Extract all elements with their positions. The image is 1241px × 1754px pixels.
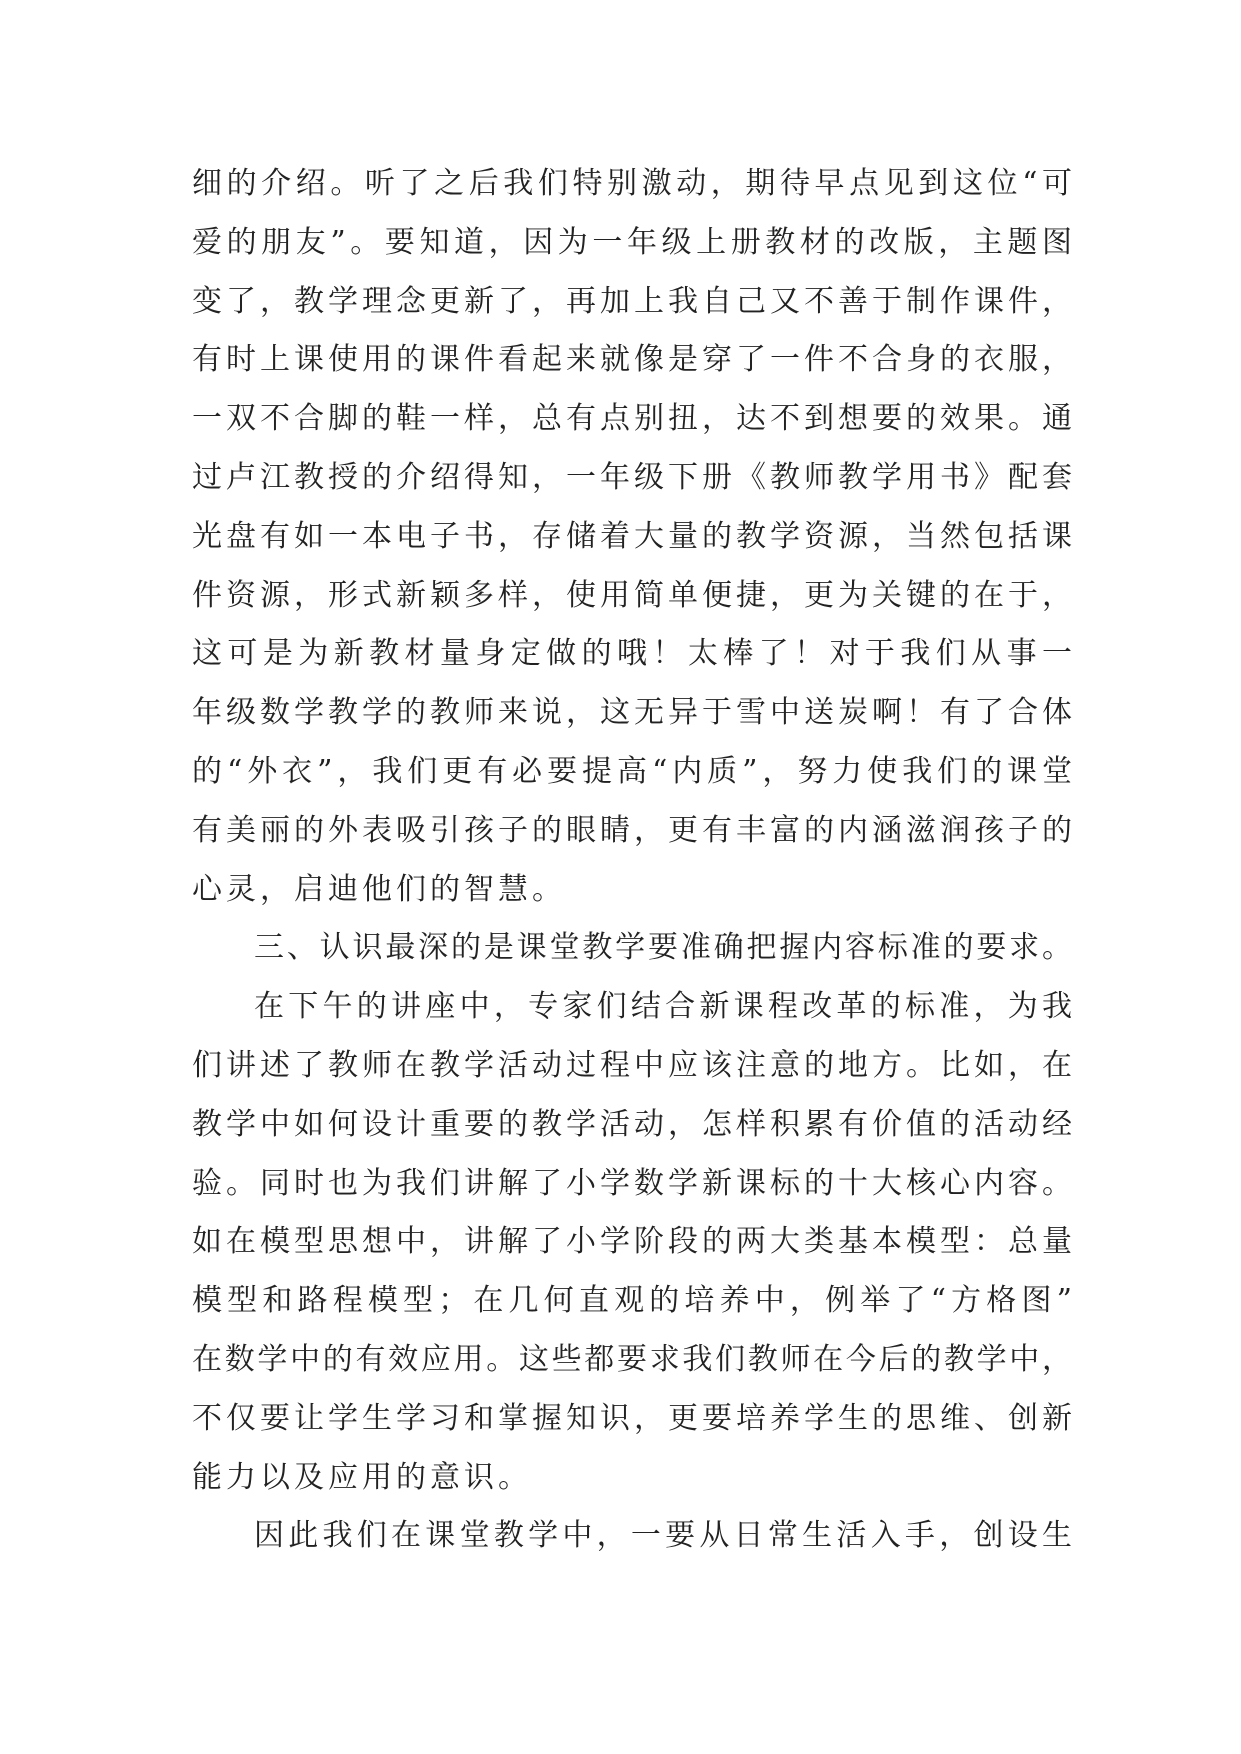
paragraph-end-line: 能力以及应用的意识。 [192, 1459, 532, 1495]
text-line: 这可是为新教材量身定做的哦！太棒了！对于我们从事一 [192, 636, 1072, 672]
paragraph-first-line: 在下午的讲座中，专家们结合新课程改革的标准，为我 [254, 989, 1072, 1025]
text-line: 件资源，形式新颖多样，使用简单便捷，更为关键的在于， [192, 577, 1072, 613]
text-line: 的“外衣”，我们更有必要提高“内质”，努力使我们的课堂 [192, 753, 1072, 789]
text-line: 过卢江教授的介绍得知，一年级下册《教师教学用书》配套 [192, 459, 1072, 495]
text-line: 年级数学教学的教师来说，这无异于雪中送炭啊！有了合体 [192, 695, 1072, 731]
text-line: 模型和路程模型；在几何直观的培养中，例举了“方格图” [192, 1283, 1072, 1319]
text-line: 不仅要让学生学习和掌握知识，更要培养学生的思维、创新 [192, 1400, 1072, 1436]
document-body [192, 155, 1072, 1566]
text-line: 爱的朋友”。要知道，因为一年级上册教材的改版，主题图 [192, 224, 1072, 260]
paragraph-end-line: 心灵，启迪他们的智慧。 [192, 871, 566, 907]
text-line: 细的介绍。听了之后我们特别激动，期待早点见到这位“可 [192, 166, 1072, 201]
text-line: 们讲述了教师在教学活动过程中应该注意的地方。比如，在 [192, 1047, 1072, 1083]
text-line: 在数学中的有效应用。这些都要求我们教师在今后的教学中， [192, 1341, 1072, 1377]
text-line: 验。同时也为我们讲解了小学数学新课标的十大核心内容。 [192, 1165, 1072, 1201]
section-heading: 三、认识最深的是课堂教学要准确把握内容标准的要求。 [254, 930, 1072, 966]
paragraph-first-line: 因此我们在课堂教学中，一要从日常生活入手，创设生 [254, 1518, 1072, 1554]
text-line: 有时上课使用的课件看起来就像是穿了一件不合身的衣服， [192, 342, 1072, 378]
text-line: 一双不合脚的鞋一样，总有点别扭，达不到想要的效果。通 [192, 401, 1072, 437]
text-line: 如在模型思想中，讲解了小学阶段的两大类基本模型：总量 [192, 1224, 1072, 1260]
text-line: 变了，教学理念更新了，再加上我自己又不善于制作课件， [192, 283, 1072, 319]
text-line: 有美丽的外表吸引孩子的眼睛，更有丰富的内涵滋润孩子的 [192, 812, 1072, 848]
text-line: 教学中如何设计重要的教学活动，怎样积累有价值的活动经 [192, 1106, 1072, 1142]
text-line: 光盘有如一本电子书，存储着大量的教学资源，当然包括课 [192, 518, 1072, 554]
